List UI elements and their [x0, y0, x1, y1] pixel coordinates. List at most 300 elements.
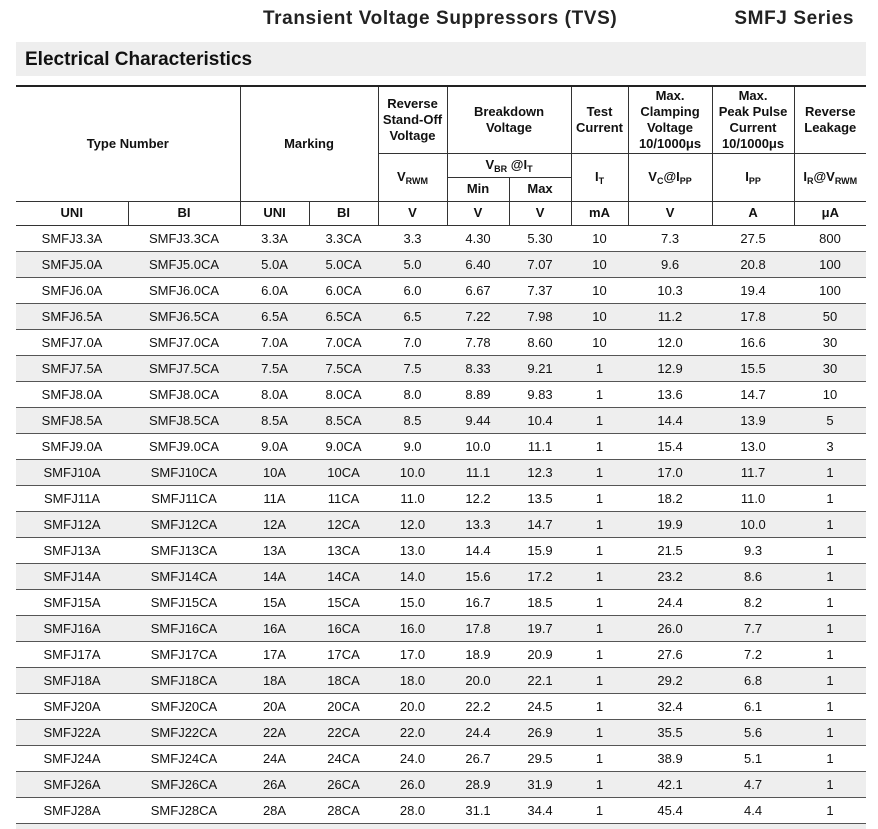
- table-cell: 13A: [240, 537, 309, 563]
- table-cell: 35.5: [628, 719, 712, 745]
- table-cell: 38.9: [628, 745, 712, 771]
- table-cell: 8.0CA: [309, 381, 378, 407]
- table-row: [16, 537, 866, 563]
- header-test-current: Test Current: [571, 86, 628, 153]
- table-cell: 15CA: [309, 589, 378, 615]
- table-cell: SMFJ7.5CA: [128, 355, 240, 381]
- table-cell: SMFJ24CA: [128, 745, 240, 771]
- table-cell: 18.9: [447, 641, 509, 667]
- table-row: [16, 745, 866, 771]
- table-cell: 16.0: [378, 615, 447, 641]
- header-peak-pulse-current: Max. Peak Pulse Current 10/1000μs: [712, 86, 794, 153]
- table-cell: 24CA: [309, 745, 378, 771]
- table-cell: 28.9: [447, 771, 509, 797]
- table-cell: SMFJ5.0CA: [128, 251, 240, 277]
- table-cell: 100: [794, 251, 866, 277]
- table-cell: 11.7: [712, 459, 794, 485]
- section-bar: [16, 42, 866, 76]
- table-cell: 10: [571, 303, 628, 329]
- symbol-vbr: $V_{BR}$ $@I_T$: [447, 153, 571, 177]
- table-cell: 13.5: [509, 485, 571, 511]
- table-cell: SMFJ3.3A: [16, 225, 128, 251]
- table-cell: SMFJ6.0CA: [128, 277, 240, 303]
- symbol-ipp: $I_{PP}$: [712, 153, 794, 201]
- table-cell: 16.7: [447, 589, 509, 615]
- table-cell: 19.4: [712, 277, 794, 303]
- table-cell: 5.1: [712, 745, 794, 771]
- table-cell: 12CA: [309, 511, 378, 537]
- table-row: [16, 303, 866, 329]
- table-cell: SMFJ16A: [16, 615, 128, 641]
- table-cell: 7.78: [447, 329, 509, 355]
- table-cell: 10.0: [378, 459, 447, 485]
- table-cell: SMFJ12A: [16, 511, 128, 537]
- table-cell: 18A: [240, 667, 309, 693]
- table-cell: 7.22: [447, 303, 509, 329]
- table-cell: 22.1: [509, 667, 571, 693]
- table-cell: 8.2: [712, 589, 794, 615]
- table-cell: 1: [571, 485, 628, 511]
- table-cell: 14A: [240, 563, 309, 589]
- table-cell: SMFJ5.0A: [16, 251, 128, 277]
- header-reverse-standoff: Reverse Stand-Off Voltage: [378, 86, 447, 153]
- table-cell: SMFJ7.5A: [16, 355, 128, 381]
- table-cell: 5.0A: [240, 251, 309, 277]
- table-cell: 1: [794, 719, 866, 745]
- table-cell: 34.4: [509, 797, 571, 823]
- table-cell: SMFJ7.0A: [16, 329, 128, 355]
- table-cell: 1: [794, 693, 866, 719]
- table-cell: 17.0: [378, 641, 447, 667]
- table-row: [16, 563, 866, 589]
- table-row: [16, 433, 866, 459]
- table-cell: 7.2: [712, 641, 794, 667]
- table-cell: 10CA: [309, 459, 378, 485]
- table-cell: 26.0: [378, 771, 447, 797]
- table-cell: 1: [571, 797, 628, 823]
- table-cell: 11A: [240, 485, 309, 511]
- table-cell: 9.0: [378, 433, 447, 459]
- table-cell: 17.8: [447, 615, 509, 641]
- table-cell: 13.6: [628, 381, 712, 407]
- table-cell: 1: [571, 381, 628, 407]
- table-cell: 1: [794, 485, 866, 511]
- table-cell: 17CA: [309, 641, 378, 667]
- table-cell: 1: [794, 537, 866, 563]
- table-cell: 17.0: [628, 459, 712, 485]
- table-cell: 15.0: [378, 589, 447, 615]
- table-cell: 1: [794, 745, 866, 771]
- table-cell: 1: [794, 771, 866, 797]
- unit-cell: V: [447, 201, 509, 225]
- table-cell: 11CA: [309, 485, 378, 511]
- table-cell: 13.0: [378, 537, 447, 563]
- table-cell: 26.7: [447, 745, 509, 771]
- table-cell: 1: [571, 433, 628, 459]
- table-cell: 13CA: [309, 537, 378, 563]
- table-cell: 9.21: [509, 355, 571, 381]
- table-cell: SMFJ20CA: [128, 693, 240, 719]
- unit-cell: UNI: [16, 201, 128, 225]
- table-cell: 6.40: [447, 251, 509, 277]
- table-cell: 14.4: [447, 537, 509, 563]
- table-cell: 30: [794, 329, 866, 355]
- table-row: [16, 251, 866, 277]
- table-cell: 9.6: [628, 251, 712, 277]
- table-cell: 20.0: [378, 693, 447, 719]
- table-cell: 10: [571, 329, 628, 355]
- document-title: Transient Voltage Suppressors (TVS): [263, 8, 618, 29]
- table-cell: SMFJ11CA: [128, 485, 240, 511]
- unit-cell: V: [509, 201, 571, 225]
- table-cell: SMFJ11A: [16, 485, 128, 511]
- table-cell: SMFJ8.0A: [16, 381, 128, 407]
- table-cell: SMFJ24A: [16, 745, 128, 771]
- table-cell: 5: [794, 407, 866, 433]
- table-cell: 7.7: [712, 615, 794, 641]
- table-cell: 1: [571, 589, 628, 615]
- table-cell: 31.1: [447, 797, 509, 823]
- table-cell: 50: [794, 303, 866, 329]
- table-cell: 7.3: [628, 225, 712, 251]
- table-cell: 18.0: [378, 667, 447, 693]
- unit-cell: BI: [128, 201, 240, 225]
- table-cell: 4.7: [712, 771, 794, 797]
- table-cell: 21.5: [628, 537, 712, 563]
- table-cell: 27.6: [628, 641, 712, 667]
- table-cell: 1: [571, 719, 628, 745]
- table-row: [16, 771, 866, 797]
- table-cell: 5.0CA: [309, 251, 378, 277]
- table-cell: 18CA: [309, 667, 378, 693]
- table-cell: SMFJ15A: [16, 589, 128, 615]
- table-cell: 17A: [240, 641, 309, 667]
- table-cell: 10.0: [712, 511, 794, 537]
- table-cell: 6.0CA: [309, 277, 378, 303]
- table-cell: 10: [571, 225, 628, 251]
- table-row: [16, 511, 866, 537]
- table-cell: 9.83: [509, 381, 571, 407]
- table-cell: 20CA: [309, 693, 378, 719]
- table-cell: 8.33: [447, 355, 509, 381]
- table-row: [16, 615, 866, 641]
- table-cell: 30: [794, 355, 866, 381]
- table-cell: 12.2: [447, 485, 509, 511]
- unit-cell: V: [628, 201, 712, 225]
- table-cell: 16.6: [712, 329, 794, 355]
- table-cell: 14.0: [378, 563, 447, 589]
- table-cell: 1: [794, 459, 866, 485]
- table-cell: 28CA: [309, 797, 378, 823]
- table-cell: 24.4: [447, 719, 509, 745]
- table-cell: SMFJ6.5CA: [128, 303, 240, 329]
- table-cell: 800: [794, 225, 866, 251]
- table-cell: 5.0: [378, 251, 447, 277]
- table-cell: 6.1: [712, 693, 794, 719]
- table-cell: SMFJ28CA: [128, 797, 240, 823]
- table-cell: 20.9: [509, 641, 571, 667]
- table-cell: 1: [571, 459, 628, 485]
- table-cell: SMFJ22CA: [128, 719, 240, 745]
- table-cell: 1: [571, 745, 628, 771]
- table-cell: SMFJ9.0A: [16, 433, 128, 459]
- table-cell: 1: [571, 641, 628, 667]
- table-row: [16, 667, 866, 693]
- table-cell: SMFJ22A: [16, 719, 128, 745]
- unit-cell: UNI: [240, 201, 309, 225]
- table-cell: 29.5: [509, 745, 571, 771]
- table-cell: 24.4: [628, 589, 712, 615]
- table-cell: 13.9: [712, 407, 794, 433]
- table-cell: 7.5A: [240, 355, 309, 381]
- table-cell: 15.4: [628, 433, 712, 459]
- header-marking: Marking: [240, 86, 378, 201]
- header-reverse-leakage: Reverse Leakage: [794, 86, 866, 153]
- table-cell: 7.37: [509, 277, 571, 303]
- table-cell: SMFJ6.0A: [16, 277, 128, 303]
- table-cell: 4.4: [712, 797, 794, 823]
- table-cell: 6.67: [447, 277, 509, 303]
- table-cell: 4.30: [447, 225, 509, 251]
- table-cell: 6.8: [712, 667, 794, 693]
- table-cell: 15A: [240, 589, 309, 615]
- table-cell: 1: [571, 615, 628, 641]
- table-cell: 8.5A: [240, 407, 309, 433]
- table-cell: 14.7: [712, 381, 794, 407]
- header-clamping-voltage: Max. Clamping Voltage 10/1000μs: [628, 86, 712, 153]
- table-cell: 24.5: [509, 693, 571, 719]
- table-cell: 100: [794, 277, 866, 303]
- table-cell: 32.4: [628, 693, 712, 719]
- table-cell: 20.0: [447, 667, 509, 693]
- table-cell: 13.3: [447, 511, 509, 537]
- table-row: [16, 225, 866, 251]
- table-cell: 11.1: [509, 433, 571, 459]
- table-cell: 27.5: [712, 225, 794, 251]
- table-cell: 7.0CA: [309, 329, 378, 355]
- table-row: [16, 277, 866, 303]
- table-cell: 11.0: [378, 485, 447, 511]
- table-cell: SMFJ8.5CA: [128, 407, 240, 433]
- table-row: [16, 641, 866, 667]
- table-row: [16, 355, 866, 381]
- table-cell: 18.2: [628, 485, 712, 511]
- table-cell: 14CA: [309, 563, 378, 589]
- table-cell: 8.0A: [240, 381, 309, 407]
- table-cell: 28.0: [378, 797, 447, 823]
- table-cell: 17.8: [712, 303, 794, 329]
- table-row: [16, 693, 866, 719]
- table-cell: 17.2: [509, 563, 571, 589]
- units-row: [16, 201, 866, 225]
- table-cell: 19.9: [628, 511, 712, 537]
- table-cell: 16CA: [309, 615, 378, 641]
- table-cell: SMFJ15CA: [128, 589, 240, 615]
- table-cell: 7.5: [378, 355, 447, 381]
- table-cell: 3.3CA: [309, 225, 378, 251]
- table-cell: SMFJ14CA: [128, 563, 240, 589]
- table-cell: 1: [794, 797, 866, 823]
- table-cell: 7.0A: [240, 329, 309, 355]
- table-cell: 6.5A: [240, 303, 309, 329]
- table-cell: 19.7: [509, 615, 571, 641]
- section-title: Electrical Characteristics: [25, 49, 253, 70]
- table-cell: 3.3: [378, 225, 447, 251]
- table-cell: 20.8: [712, 251, 794, 277]
- header-type-number: Type Number: [16, 86, 240, 201]
- table-row: [16, 381, 866, 407]
- table-cell: 6.0: [378, 277, 447, 303]
- table-cell: 6.5: [378, 303, 447, 329]
- table-cell: 24A: [240, 745, 309, 771]
- unit-cell: μA: [794, 201, 866, 225]
- table-cell: 12.0: [628, 329, 712, 355]
- table-cell: 26.9: [509, 719, 571, 745]
- table-cell: 1: [571, 693, 628, 719]
- table-cell: 11.0: [712, 485, 794, 511]
- table-cell: SMFJ18A: [16, 667, 128, 693]
- electrical-characteristics-table: [16, 85, 866, 824]
- table-cell: 13.0: [712, 433, 794, 459]
- table-cell: SMFJ17A: [16, 641, 128, 667]
- header-max: Max: [509, 177, 571, 201]
- unit-cell: V: [378, 201, 447, 225]
- table-row: [16, 589, 866, 615]
- unit-cell: BI: [309, 201, 378, 225]
- table-cell: 10.4: [509, 407, 571, 433]
- table-cell: SMFJ10A: [16, 459, 128, 485]
- symbol-it: $I_T$: [571, 153, 628, 201]
- table-cell: 15.6: [447, 563, 509, 589]
- table-row: [16, 407, 866, 433]
- table-cell: 6.5CA: [309, 303, 378, 329]
- table-cell: 9.44: [447, 407, 509, 433]
- table-cell: SMFJ14A: [16, 563, 128, 589]
- table-cell: 5.6: [712, 719, 794, 745]
- table-cell: SMFJ20A: [16, 693, 128, 719]
- table-cell: 22.2: [447, 693, 509, 719]
- table-cell: 10.3: [628, 277, 712, 303]
- table-cell: 10: [794, 381, 866, 407]
- symbol-vc-ipp: $V_C@I_{PP}$: [628, 153, 712, 201]
- table-cell: 14.4: [628, 407, 712, 433]
- table-cell: SMFJ3.3CA: [128, 225, 240, 251]
- table-cell: SMFJ12CA: [128, 511, 240, 537]
- table-cell: 1: [794, 641, 866, 667]
- table-row: [16, 719, 866, 745]
- table-cell: 22CA: [309, 719, 378, 745]
- table-cell: 11.1: [447, 459, 509, 485]
- table-cell: 1: [794, 589, 866, 615]
- table-cell: 3: [794, 433, 866, 459]
- table-cell: SMFJ28A: [16, 797, 128, 823]
- table-cell: 42.1: [628, 771, 712, 797]
- table-cell: 7.0: [378, 329, 447, 355]
- table-cell: 22.0: [378, 719, 447, 745]
- table-body: [16, 225, 866, 823]
- table-row: [16, 459, 866, 485]
- table-cell: 1: [571, 667, 628, 693]
- table-row: [16, 797, 866, 823]
- table-cell: 20A: [240, 693, 309, 719]
- header-breakdown-voltage: Breakdown Voltage: [447, 86, 571, 153]
- table-cell: 10A: [240, 459, 309, 485]
- table-cell: 23.2: [628, 563, 712, 589]
- table-cell: 15.5: [712, 355, 794, 381]
- table-cell: SMFJ13CA: [128, 537, 240, 563]
- table-cell: 16A: [240, 615, 309, 641]
- table-cell: 22A: [240, 719, 309, 745]
- symbol-ir-vrwm: $I_R@V_{RWM}$: [794, 153, 866, 201]
- table-cell: 1: [571, 771, 628, 797]
- table-cell: 1: [794, 615, 866, 641]
- table-row: [16, 329, 866, 355]
- table-cell: 8.60: [509, 329, 571, 355]
- table-cell: 1: [794, 563, 866, 589]
- table-cell: 9.0CA: [309, 433, 378, 459]
- table-cell: 45.4: [628, 797, 712, 823]
- table-cell: 24.0: [378, 745, 447, 771]
- unit-cell: A: [712, 201, 794, 225]
- bottom-strip: [16, 824, 866, 829]
- table-cell: 10: [571, 251, 628, 277]
- table-cell: 8.0: [378, 381, 447, 407]
- table-cell: SMFJ10CA: [128, 459, 240, 485]
- table-cell: 12.3: [509, 459, 571, 485]
- table-cell: 1: [794, 667, 866, 693]
- page-header: [0, 8, 878, 34]
- table-cell: SMFJ17CA: [128, 641, 240, 667]
- table-cell: SMFJ16CA: [128, 615, 240, 641]
- table-cell: 1: [794, 511, 866, 537]
- table-cell: 26.0: [628, 615, 712, 641]
- table-cell: 7.07: [509, 251, 571, 277]
- table-cell: 14.7: [509, 511, 571, 537]
- table-cell: 15.9: [509, 537, 571, 563]
- table-cell: 28A: [240, 797, 309, 823]
- table-cell: 12.0: [378, 511, 447, 537]
- table-cell: 12.9: [628, 355, 712, 381]
- table-cell: 7.98: [509, 303, 571, 329]
- table-cell: 1: [571, 355, 628, 381]
- table-cell: 31.9: [509, 771, 571, 797]
- table-cell: 1: [571, 537, 628, 563]
- table-cell: SMFJ9.0CA: [128, 433, 240, 459]
- unit-cell: mA: [571, 201, 628, 225]
- table-cell: 5.30: [509, 225, 571, 251]
- table-cell: SMFJ18CA: [128, 667, 240, 693]
- table-cell: 29.2: [628, 667, 712, 693]
- table-cell: 18.5: [509, 589, 571, 615]
- series-title: SMFJ Series: [734, 8, 854, 29]
- table-cell: 1: [571, 511, 628, 537]
- table-cell: SMFJ13A: [16, 537, 128, 563]
- table-cell: SMFJ6.5A: [16, 303, 128, 329]
- table-cell: 7.5CA: [309, 355, 378, 381]
- table-cell: 3.3A: [240, 225, 309, 251]
- table-cell: 6.0A: [240, 277, 309, 303]
- table-cell: 11.2: [628, 303, 712, 329]
- table-cell: 12A: [240, 511, 309, 537]
- table-cell: 1: [571, 407, 628, 433]
- header-min: Min: [447, 177, 509, 201]
- table-cell: 8.5CA: [309, 407, 378, 433]
- table-cell: 26CA: [309, 771, 378, 797]
- table-cell: SMFJ26CA: [128, 771, 240, 797]
- table-cell: 8.5: [378, 407, 447, 433]
- table-row: [16, 485, 866, 511]
- table-cell: SMFJ8.0CA: [128, 381, 240, 407]
